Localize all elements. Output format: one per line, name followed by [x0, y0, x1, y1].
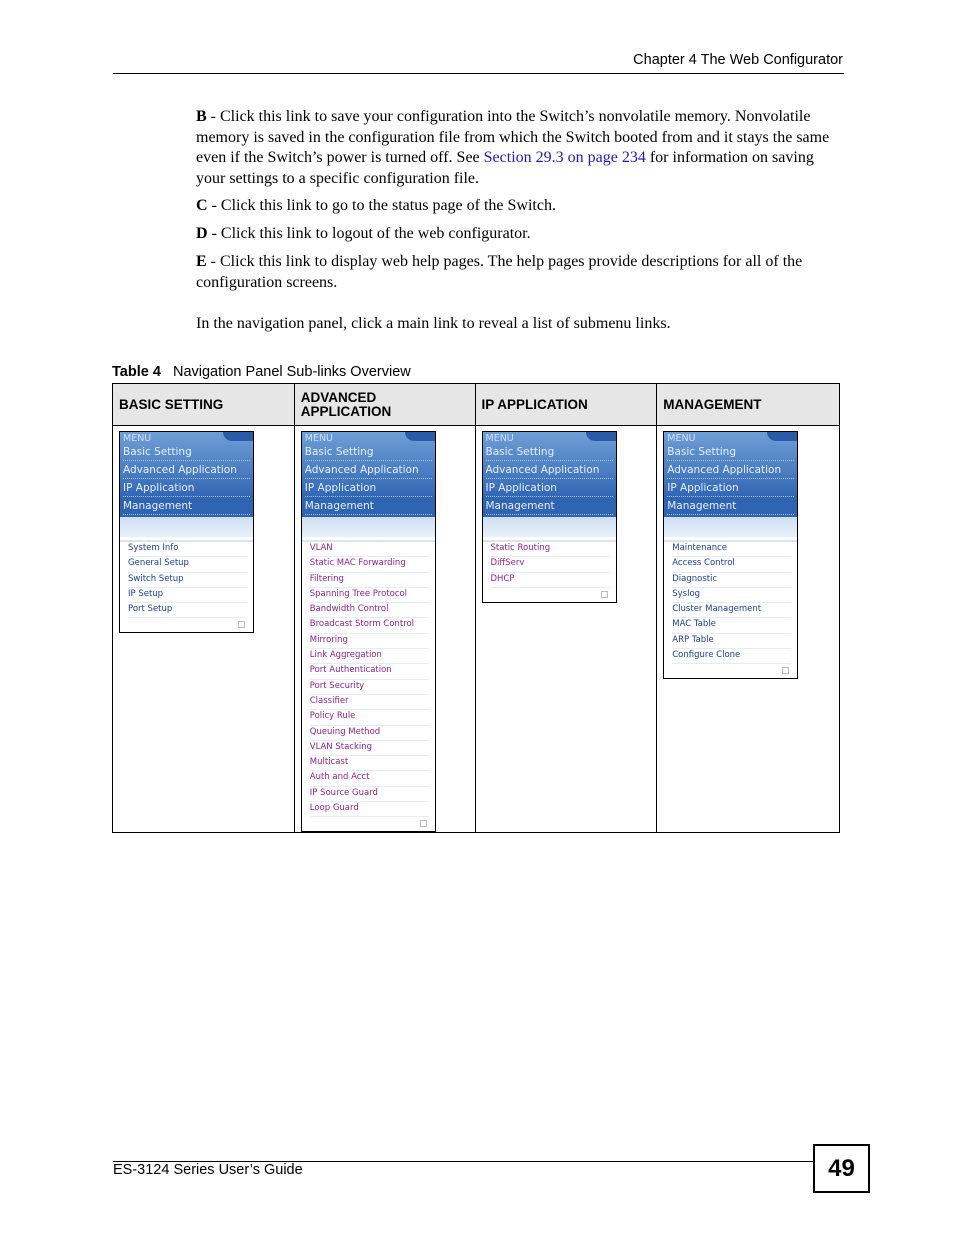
submenu-link[interactable]: MAC Table — [672, 618, 791, 633]
paragraph-c-text: - Click this link to go to the status page of the Switch. — [207, 197, 556, 214]
menu-title: MENU — [123, 433, 152, 444]
submenu-link[interactable]: VLAN Stacking — [310, 741, 429, 756]
menu-item-ip-application[interactable]: IP Application — [486, 481, 613, 497]
resize-grip-icon — [664, 664, 797, 678]
menu-header — [120, 432, 253, 517]
guide-title: ES-3124 Series User’s Guide — [113, 1162, 303, 1178]
chapter-header: Chapter 4 The Web Configurator — [633, 52, 843, 68]
key-e: E — [196, 253, 207, 270]
menu-item-ip-application[interactable]: IP Application — [667, 481, 794, 497]
paragraph-nav-text: In the navigation panel, click a main link to reveal a list of submenu links. — [196, 315, 671, 332]
menu-item-management[interactable]: Management — [667, 499, 794, 515]
key-b: B — [196, 108, 207, 125]
submenu-link[interactable]: Bandwidth Control — [310, 603, 429, 618]
page-number: 49 — [813, 1144, 870, 1193]
paragraph-nav — [196, 314, 844, 335]
submenu-link[interactable]: Filtering — [310, 573, 429, 588]
submenu-link[interactable]: Cluster Management — [672, 603, 791, 618]
menu-divider — [483, 517, 616, 537]
nav-panel-screenshot — [663, 431, 798, 679]
paragraph-d — [196, 224, 844, 245]
menu-item-advanced-application[interactable]: Advanced Application — [305, 463, 432, 479]
submenu-link[interactable]: Multicast — [310, 756, 429, 771]
menu-header — [664, 432, 797, 517]
header-management: MANAGEMENT — [657, 384, 840, 426]
nav-panel-screenshot — [482, 431, 617, 603]
paragraph-b-text1: - Click this link to save your configuration into the Switch’s nonvolatile memory. Nonvolatile memory is saved in the configuration file from which the Switch booted from and it stays the same even if the Switch’s power is turned off. See — [196, 108, 830, 166]
menu-title: MENU — [304, 433, 334, 444]
cell-advanced-application — [294, 426, 475, 833]
menu-item-advanced-application[interactable]: Advanced Application — [667, 463, 794, 479]
resize-grip-icon — [302, 817, 435, 831]
paragraph-e — [196, 252, 844, 293]
submenu-link[interactable]: General Setup — [128, 557, 247, 572]
submenu-link[interactable]: Broadcast Storm Control — [310, 618, 429, 633]
menu-item-basic-setting[interactable]: Basic Setting — [667, 445, 794, 461]
submenu-link[interactable]: Syslog — [672, 588, 791, 603]
menu-item-basic-setting[interactable]: Basic Setting — [486, 445, 613, 461]
table-caption — [112, 364, 411, 380]
paragraph-d-text: - Click this link to logout of the web configurator. — [207, 225, 531, 242]
paragraph-c — [196, 196, 844, 217]
submenu-link[interactable]: Port Setup — [128, 603, 247, 618]
submenu-link[interactable]: DiffServ — [491, 557, 610, 572]
menu-item-ip-application[interactable]: IP Application — [123, 481, 250, 497]
section-link[interactable]: Section 29.3 on page 234 — [483, 149, 646, 166]
header-ip-application: IP APPLICATION — [475, 384, 657, 426]
cell-basic-setting — [113, 426, 295, 833]
key-d: D — [196, 225, 208, 242]
paragraph-b-text2: for information on saving your settings to a specific configuration file. — [196, 149, 814, 187]
submenu-link[interactable]: System Info — [128, 542, 247, 557]
menu-item-basic-setting[interactable]: Basic Setting — [305, 445, 432, 461]
menu-title: MENU — [667, 433, 696, 444]
cell-management — [657, 426, 840, 833]
menu-header — [483, 432, 616, 517]
table-row — [113, 426, 840, 833]
submenu-link[interactable]: Port Security — [310, 680, 429, 695]
submenu-link[interactable]: ARP Table — [672, 634, 791, 649]
submenu-link[interactable]: Queuing Method — [310, 726, 429, 741]
submenu-link[interactable]: VLAN — [310, 542, 429, 557]
menu-item-advanced-application[interactable]: Advanced Application — [486, 463, 613, 479]
table-caption-label: Table 4 — [112, 364, 161, 380]
submenu-link[interactable]: Diagnostic — [672, 573, 791, 588]
submenu-link[interactable]: Loop Guard — [310, 802, 429, 817]
submenu-link[interactable]: Switch Setup — [128, 573, 247, 588]
submenu-link[interactable]: Mirroring — [310, 634, 429, 649]
header-advanced-application: ADVANCED APPLICATION — [294, 384, 475, 426]
submenu-link[interactable]: DHCP — [491, 573, 610, 588]
menu-item-advanced-application[interactable]: Advanced Application — [123, 463, 250, 479]
nav-panel-screenshot — [119, 431, 254, 633]
navigation-sublinks-table — [112, 383, 840, 833]
menu-item-management[interactable]: Management — [123, 499, 250, 515]
cell-ip-application — [475, 426, 657, 833]
menu-divider — [120, 517, 253, 537]
submenu-link[interactable]: Static Routing — [491, 542, 610, 557]
menu-header — [302, 432, 435, 517]
menu-divider — [302, 517, 435, 537]
resize-grip-icon — [120, 618, 253, 632]
header-rule — [113, 73, 844, 74]
header-basic-setting: BASIC SETTING — [113, 384, 295, 426]
menu-title: MENU — [485, 433, 514, 444]
menu-item-management[interactable]: Management — [486, 499, 613, 515]
submenu-link[interactable]: Link Aggregation — [310, 649, 429, 664]
menu-item-ip-application[interactable]: IP Application — [305, 481, 432, 497]
submenu-link[interactable]: Port Authentication — [310, 664, 429, 679]
nav-panel-screenshot — [301, 431, 436, 832]
submenu-link[interactable]: IP Source Guard — [310, 787, 429, 802]
submenu-link[interactable]: Static MAC Forwarding — [310, 557, 429, 572]
paragraph-e-text: - Click this link to display web help pages. The help pages provide descriptions for all of the configuration screens. — [196, 253, 803, 291]
menu-item-basic-setting[interactable]: Basic Setting — [123, 445, 250, 461]
table-caption-text: Navigation Panel Sub-links Overview — [172, 364, 411, 380]
submenu-link[interactable]: Maintenance — [672, 542, 791, 557]
submenu-link[interactable]: Policy Rule — [310, 710, 429, 725]
paragraph-b — [196, 107, 844, 189]
key-c: C — [196, 197, 208, 214]
menu-item-management[interactable]: Management — [305, 499, 432, 515]
submenu-link[interactable]: Classifier — [310, 695, 429, 710]
menu-divider — [664, 517, 797, 537]
submenu-link[interactable]: Configure Clone — [672, 649, 791, 664]
submenu-link[interactable]: Auth and Acct — [310, 771, 429, 786]
resize-grip-icon — [483, 588, 616, 602]
table-header-row — [113, 384, 840, 426]
submenu-link[interactable]: IP Setup — [128, 588, 247, 603]
submenu-link[interactable]: Access Control — [672, 557, 791, 572]
submenu-link[interactable]: Spanning Tree Protocol — [310, 588, 429, 603]
